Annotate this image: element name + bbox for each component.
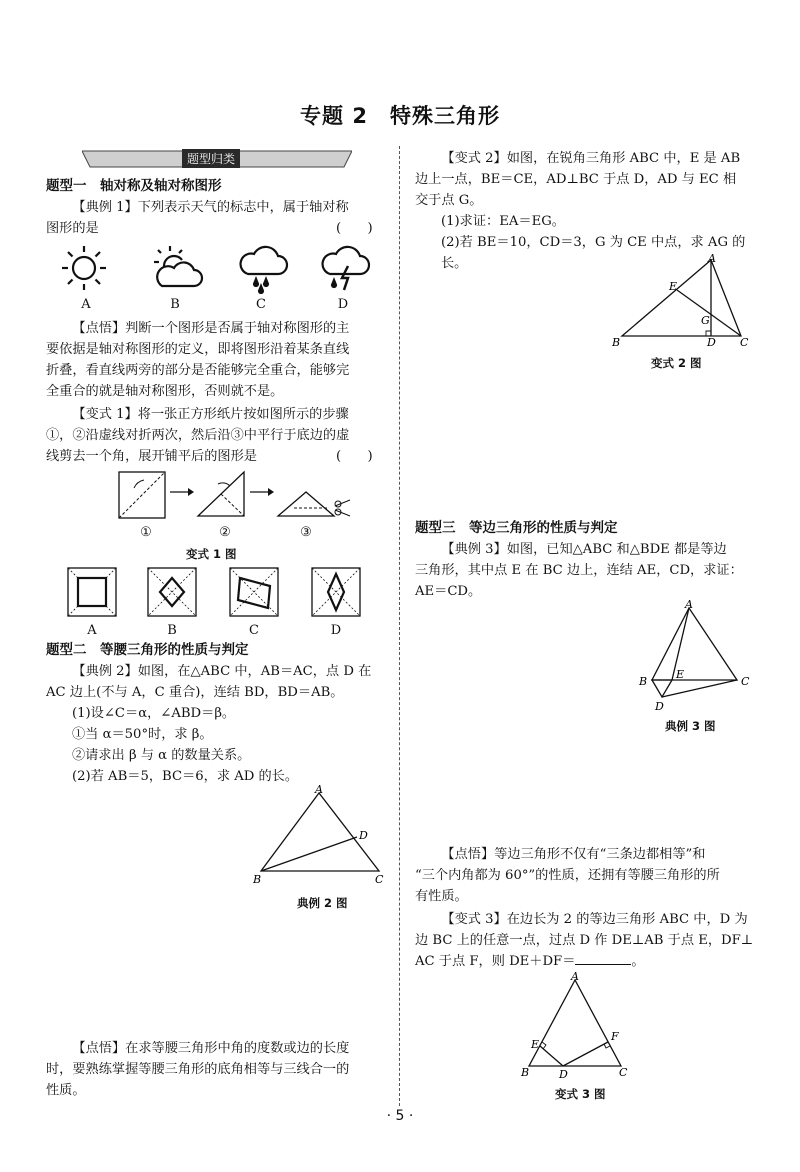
vertex-label: D	[559, 1068, 568, 1081]
var2-line: 【变式 2】如图，在锐角三角形 ABC 中，E 是 AB	[441, 151, 741, 166]
var1-line: ①，②沿虚线对折两次，然后沿③中平行于底边的虚	[46, 428, 350, 443]
var1-option-label: A	[87, 623, 97, 638]
vertex-label: A	[571, 970, 579, 983]
vertex-label: G	[701, 314, 710, 327]
var1-line: 线剪去一个角，展开铺平后的图形是	[46, 449, 257, 464]
tip1-line: 【点悟】判断一个图形是否属于轴对称图形的主	[72, 321, 350, 336]
ex2-line: AC 边上(不与 A，C 重合)，连结 BD，BD＝AB。	[46, 685, 344, 700]
answer-blank[interactable]	[575, 952, 631, 965]
var2-line: (1)求证：EA＝EG。	[441, 214, 565, 229]
var1-answer-paren: ( )	[336, 449, 373, 464]
sun-icon	[62, 246, 106, 290]
var2-line: 边上一点，BE＝CE，AD⊥BC 于点 D，AD 与 EC 相	[415, 172, 737, 187]
var3-end: 。	[631, 954, 645, 969]
vertex-label: E	[669, 280, 678, 293]
ex2-figure	[251, 785, 391, 890]
ex2-caption: 典例 2 图	[297, 896, 348, 910]
vertex-label: B	[521, 1066, 530, 1079]
var1-option-label: B	[167, 623, 177, 638]
ex3-line: 【典例 3】如图，已知△ABC 和△BDE 都是等边	[441, 542, 727, 557]
var3-answer-line	[415, 951, 645, 972]
vertex-label: C	[375, 873, 384, 886]
ex2-line: ②请求出 β 与 α 的数量关系。	[72, 748, 251, 763]
var1-line: 【变式 1】将一张正方形纸片按如图所示的步骤	[72, 407, 349, 422]
var1-caption: 变式 1 图	[186, 547, 237, 561]
var1-step-label: ②	[219, 525, 231, 540]
var1-option-label: D	[330, 623, 342, 638]
tip1-line: 折叠，看直线两旁的部分是否能够完全重合，能够完	[46, 363, 350, 378]
var1-step-label: ①	[140, 525, 152, 540]
tip1-line: 要依据是轴对称图形的定义，即将图形沿着某条直线	[46, 342, 350, 357]
vertex-label: F	[611, 1030, 619, 1043]
ex3-line: 三角形，其中点 E 在 BC 边上，连结 AE，CD，求证：	[415, 563, 743, 578]
tip2-line: 【点悟】在求等腰三角形中角的度数或边的长度	[72, 1041, 350, 1056]
vertex-label: B	[253, 873, 262, 886]
thunderstorm-icon	[323, 247, 369, 290]
ex1-option-label: B	[170, 297, 180, 312]
ex1-option-label: D	[337, 297, 349, 312]
vertex-label: B	[612, 336, 621, 348]
tip3-line: 【点悟】等边三角形不仅有“三条边都相等”和	[441, 847, 706, 862]
vertex-label: C	[741, 675, 750, 688]
var1-option-label: C	[249, 623, 259, 638]
ex3-caption: 典例 3 图	[665, 719, 716, 733]
tip2-line: 性质。	[46, 1083, 86, 1098]
folding-steps-figure	[116, 470, 356, 522]
vertex-label: D	[707, 336, 716, 348]
banner-text: 题型归类	[186, 152, 236, 166]
vertex-label: E	[531, 1038, 540, 1051]
right-column	[415, 0, 760, 1172]
left-column	[46, 0, 391, 1172]
page-number: · 5 ·	[386, 1108, 414, 1124]
type2-heading: 题型二 等腰三角形的性质与判定	[46, 642, 249, 658]
var3-line: 边 BC 上的任意一点，过点 D 作 DE⊥AB 于点 E，DF⊥	[415, 933, 754, 948]
column-divider	[399, 146, 400, 1106]
var3-line: AC 于点 F，则 DE＋DF＝	[415, 954, 576, 969]
tip3-line: 有性质。	[415, 889, 468, 904]
vertex-label: C	[740, 336, 749, 348]
vertex-label: E	[676, 668, 685, 681]
vertex-label: A	[315, 785, 323, 796]
type1-heading: 题型一 轴对称及轴对称图形	[46, 178, 222, 194]
var3-caption: 变式 3 图	[555, 1087, 606, 1101]
vertex-label: D	[655, 700, 664, 713]
var2-figure	[610, 252, 750, 348]
ex1-option-label: C	[256, 297, 266, 312]
tip2-line: 时，要熟练掌握等腰三角形的底角相等与三线合一的	[46, 1062, 350, 1077]
vertex-label: C	[619, 1066, 628, 1079]
type3-heading: 题型三 等边三角形的性质与判定	[415, 520, 618, 536]
ex1-answer-paren: ( )	[336, 221, 373, 236]
scissors-icon	[335, 500, 350, 516]
var1-step-label: ③	[300, 525, 312, 540]
vertex-label: D	[359, 829, 368, 842]
weather-icons	[60, 244, 380, 294]
ex3-line: AE＝CD。	[415, 584, 482, 599]
rain-icon	[241, 247, 287, 293]
ex2-line: ①当 α＝50°时，求 β。	[72, 727, 213, 742]
tip3-line: “三个内角都为 60°”的性质，还拥有等腰三角形的所	[415, 868, 720, 883]
ex1-option-label: A	[81, 297, 91, 312]
ex2-line: (1)设∠C＝α，∠ABD＝β。	[72, 706, 236, 721]
vertex-label: A	[685, 598, 693, 611]
partly-cloudy-icon	[154, 246, 202, 286]
ex1-line: 【典例 1】下列表示天气的标志中，属于轴对称	[72, 200, 349, 215]
ex3-figure	[635, 598, 760, 716]
vertex-label: A	[708, 252, 716, 265]
page-title: 专题 2 特殊三角形	[300, 104, 500, 128]
var1-options-figure	[66, 566, 386, 618]
var3-line: 【变式 3】在边长为 2 的等边三角形 ABC 中，D 为	[441, 912, 748, 927]
vertex-label: B	[639, 675, 648, 688]
ex1-line: 图形的是	[46, 221, 99, 236]
var3-figure	[515, 970, 645, 1082]
var2-caption: 变式 2 图	[651, 356, 702, 370]
var2-line: 交于点 G。	[415, 193, 483, 208]
var2-line: (2)若 BE＝10，CD＝3，G 为 CE 中点，求 AG 的长。	[441, 235, 746, 271]
tip1-line: 全重合的就是轴对称图形，否则就不是。	[46, 384, 284, 399]
ex2-line: (2)若 AB＝5，BC＝6，求 AD 的长。	[72, 769, 299, 784]
ex2-line: 【典例 2】如图，在△ABC 中，AB＝AC，点 D 在	[72, 664, 372, 679]
